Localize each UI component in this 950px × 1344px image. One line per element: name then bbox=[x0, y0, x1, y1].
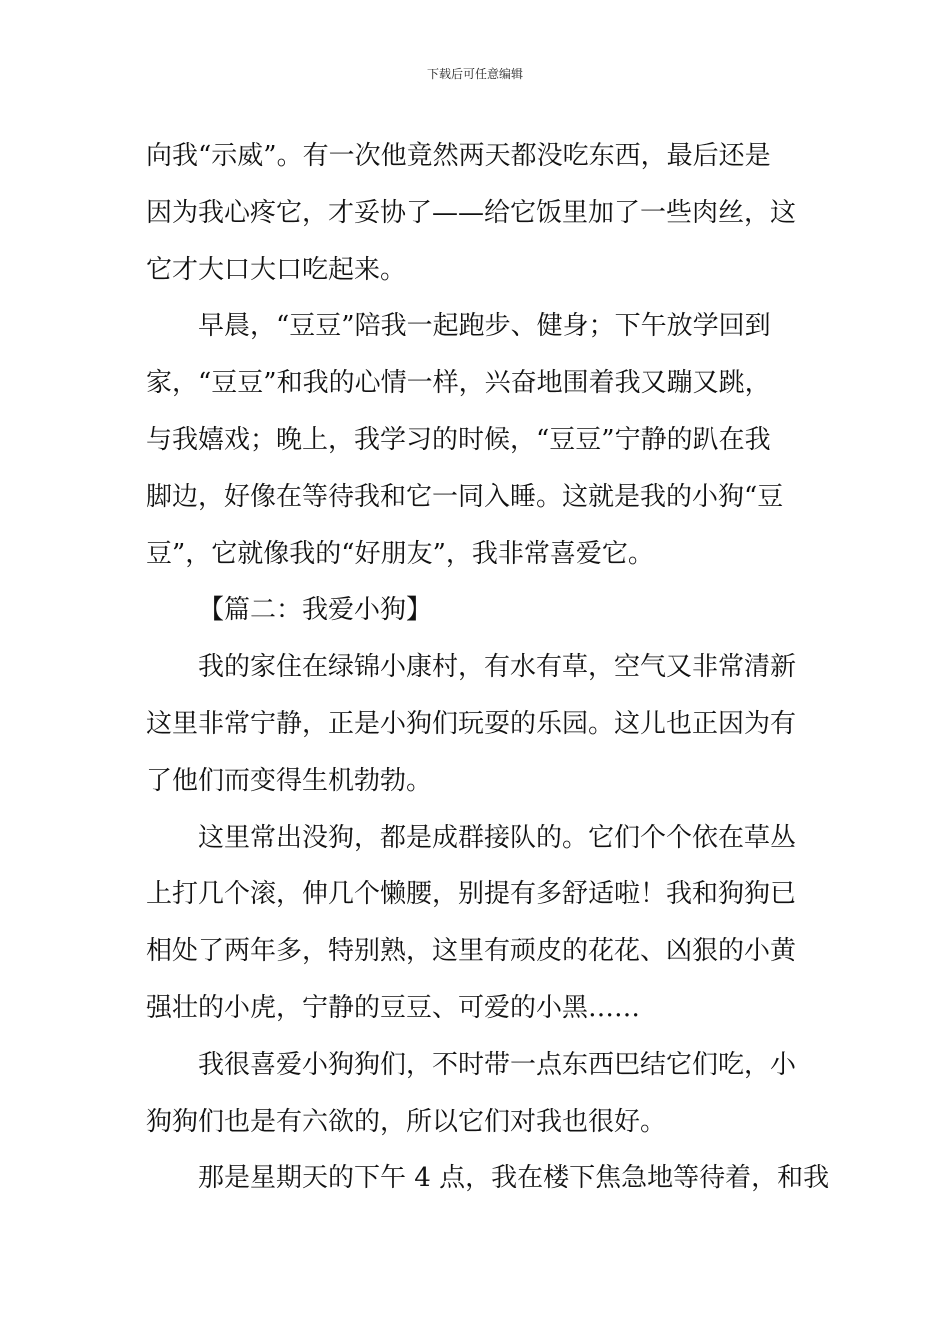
text-line: 狗狗们也是有六欲的，所以它们对我也很好。 bbox=[146, 1106, 667, 1137]
text-line: 与我嬉戏；晚上，我学习的时候，“豆豆”宁静的趴在我 bbox=[146, 424, 771, 455]
text-line: 早晨，“豆豆”陪我一起跑步、健身；下午放学回到 bbox=[198, 311, 771, 342]
text-line: 那是星期天的下午 4 点，我在楼下焦急地等待着，和我 bbox=[198, 1163, 830, 1194]
text-line: 向我“示威”。有一次他竟然两天都没吃东西，最后还是 bbox=[146, 141, 771, 171]
text-line: 豆”，它就像我的“好朋友”，我非常喜爱它。 bbox=[146, 538, 654, 569]
article-body bbox=[146, 128, 830, 1207]
text-line: 相处了两年多，特别熟，这里有顽皮的花花、凶狠的小黄 bbox=[146, 936, 797, 967]
text-line: 了他们而变得生机勃勃。 bbox=[146, 765, 433, 796]
text-line: 上打几个滚，伸几个懒腰，别提有多舒适啦！我和狗狗已 bbox=[146, 879, 797, 910]
text-line: 我的家住在绿锦小康村，有水有草，空气又非常清新 bbox=[198, 652, 797, 683]
text-line: 因为我心疼它，才妥协了——给它饭里加了一些肉丝，这 bbox=[146, 197, 797, 228]
text-line: 它才大口大口吃起来。 bbox=[146, 254, 407, 285]
text-line: 家，“豆豆”和我的心情一样，兴奋地围着我又蹦又跳， bbox=[146, 368, 771, 399]
text-line: 脚边，好像在等待我和它一同入睡。这就是我的小狗“豆 bbox=[146, 481, 784, 512]
header-note: 下载后可任意编辑 bbox=[426, 67, 523, 81]
text-line: 强壮的小虎，宁静的豆豆、可爱的小黑…… bbox=[146, 992, 641, 1023]
text-line: 我很喜爱小狗狗们，不时带一点东西巴结它们吃，小 bbox=[198, 1049, 797, 1080]
section-heading: 【篇二：我爱小狗】 bbox=[198, 595, 433, 626]
text-line: 这里非常宁静，正是小狗们玩耍的乐园。这儿也正因为有 bbox=[146, 708, 797, 739]
text-line: 这里常出没狗，都是成群接队的。它们个个依在草丛 bbox=[198, 822, 797, 853]
